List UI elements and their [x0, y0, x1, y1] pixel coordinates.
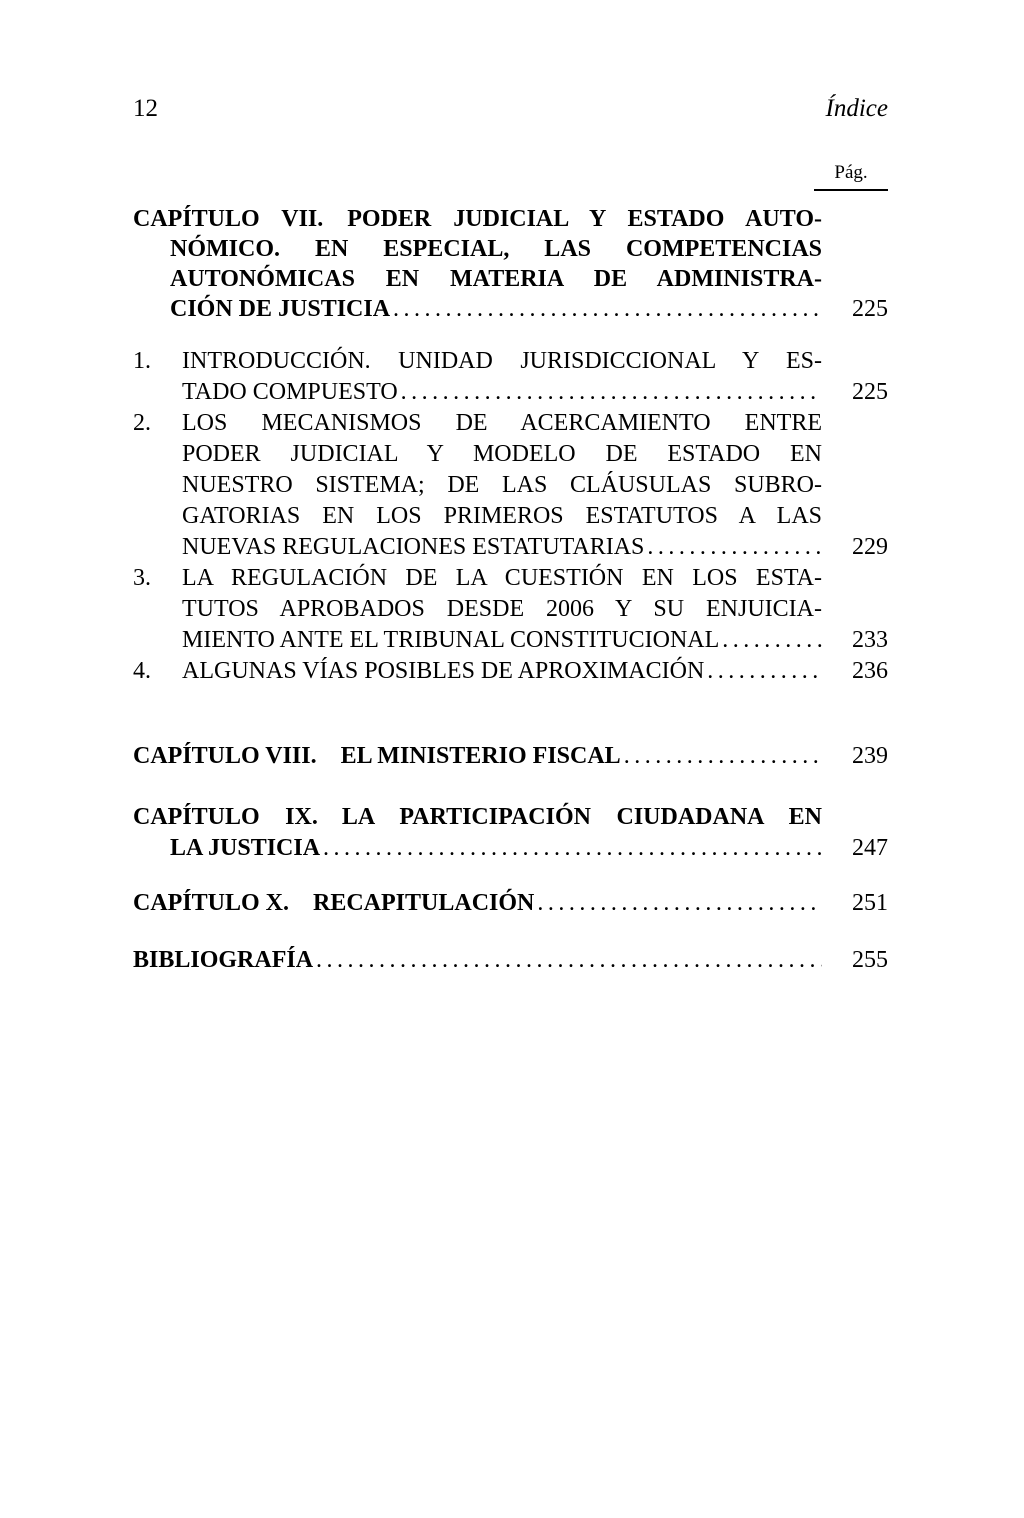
- entry-page-number: 255: [852, 947, 888, 973]
- toc-entry-chapter-vii: [133, 204, 888, 324]
- dot-leader: [704, 656, 822, 687]
- dot-leader: [719, 625, 822, 656]
- toc-entry-chapter-ix: [133, 802, 888, 864]
- entry-title-line: AUTONÓMICAS EN MATERIA DE ADMINISTRA-: [170, 266, 822, 292]
- item-number: 4.: [133, 658, 151, 684]
- entry-title-line: CAPÍTULO X. RECAPITULACIÓN: [133, 890, 535, 916]
- item-title-line: GATORIAS EN LOS PRIMEROS ESTATUTOS A LAS: [182, 503, 822, 529]
- entry-title: [133, 888, 822, 919]
- dot-leader: [390, 294, 822, 324]
- item-title-line: LA REGULACIÓN DE LA CUESTIÓN EN LOS ESTA-: [182, 565, 822, 591]
- entry-page-column: [822, 656, 888, 687]
- item-title-line: PODER JUDICIAL Y MODELO DE ESTADO EN: [182, 441, 822, 467]
- item-number: 2.: [133, 410, 151, 436]
- item-last-line: [182, 532, 822, 563]
- entry-page-number: 233: [852, 627, 888, 653]
- item-title-line: TADO COMPUESTO: [182, 379, 398, 405]
- page-column-header-row: [133, 162, 888, 191]
- entry-page-column: [822, 945, 888, 976]
- toc-item-1: [133, 346, 888, 408]
- entry-title-line: CAPÍTULO IX. LA PARTICIPACIÓN CIUDADANA EN: [133, 804, 822, 830]
- entry-page-column: [822, 802, 888, 864]
- entry-page-column: [822, 888, 888, 919]
- entry-page-number: 247: [852, 835, 888, 861]
- dot-leader: [320, 833, 822, 864]
- item-number: 3.: [133, 565, 151, 591]
- entry-page-column: [822, 741, 888, 772]
- item-title-line: ALGUNAS VÍAS POSIBLES DE APROXIMACIÓN: [182, 658, 705, 684]
- item-number: 1.: [133, 348, 151, 374]
- item-title-line: MIENTO ANTE EL TRIBUNAL CONSTITUCIONAL: [182, 627, 720, 653]
- entry-title-line: BIBLIOGRAFÍA: [133, 947, 314, 973]
- page-column-label: Pág.: [814, 162, 888, 191]
- page-header: [133, 96, 888, 122]
- item-last-line: [182, 625, 822, 656]
- item-title: [182, 656, 822, 687]
- entry-title-line: LA JUSTICIA: [170, 835, 321, 861]
- entry-page-column: [822, 408, 888, 563]
- entry-page-number: 225: [852, 296, 888, 322]
- entry-last-line: [133, 945, 822, 976]
- folio-page-number: 12: [133, 95, 158, 122]
- dot-leader: [644, 532, 822, 563]
- toc-entry-bibliography: [133, 945, 888, 976]
- entry-title: [133, 204, 822, 324]
- entry-page-column: [822, 204, 888, 324]
- item-title-line: INTRODUCCIÓN. UNIDAD JURISDICCIONAL Y ES-: [182, 348, 822, 374]
- entry-title-line: NÓMICO. EN ESPECIAL, LAS COMPETENCIAS: [170, 236, 822, 262]
- entry-page-column: [822, 346, 888, 408]
- entry-last-line: [133, 888, 822, 919]
- dot-leader: [534, 888, 822, 919]
- entry-last-line: [170, 833, 822, 864]
- entry-title-line: CAPÍTULO VII. PODER JUDICIAL Y ESTADO AUTO-: [133, 206, 822, 232]
- entry-last-line: [133, 741, 822, 772]
- toc-item-2: [133, 408, 888, 563]
- entry-title-line: CAPÍTULO VIII. EL MINISTERIO FISCAL: [133, 743, 621, 769]
- entry-page-number: 239: [852, 743, 888, 769]
- toc-entry-chapter-x: [133, 888, 888, 919]
- running-header-title: Índice: [825, 95, 888, 122]
- dot-leader: [621, 741, 822, 772]
- entry-title-line: CIÓN DE JUSTICIA: [170, 296, 391, 322]
- item-last-line: [182, 377, 822, 408]
- item-title-line: NUESTRO SISTEMA; DE LAS CLÁUSULAS SUBRO-: [182, 472, 822, 498]
- entry-page-column: [822, 563, 888, 656]
- entry-page-number: 225: [852, 379, 888, 405]
- item-last-line: [182, 656, 822, 687]
- dot-leader: [313, 945, 822, 976]
- toc-item-4: [133, 656, 888, 687]
- entry-page-number: 236: [852, 658, 888, 684]
- item-title: [182, 408, 822, 563]
- toc-subitem-list: [133, 346, 888, 687]
- toc-entry-chapter-viii: [133, 741, 888, 772]
- entry-page-number: 251: [852, 890, 888, 916]
- entry-title: [133, 945, 822, 976]
- dot-leader: [398, 377, 822, 408]
- item-title: [182, 563, 822, 656]
- entry-title: [133, 802, 822, 864]
- item-title: [182, 346, 822, 408]
- entry-last-line: [170, 294, 822, 324]
- toc-item-3: [133, 563, 888, 656]
- item-title-line: NUEVAS REGULACIONES ESTATUTARIAS: [182, 534, 645, 560]
- entry-title: [133, 741, 822, 772]
- item-title-line: TUTOS APROBADOS DESDE 2006 Y SU ENJUICIA-: [182, 596, 822, 622]
- entry-page-number: 229: [852, 534, 888, 560]
- item-title-line: LOS MECANISMOS DE ACERCAMIENTO ENTRE: [182, 410, 822, 436]
